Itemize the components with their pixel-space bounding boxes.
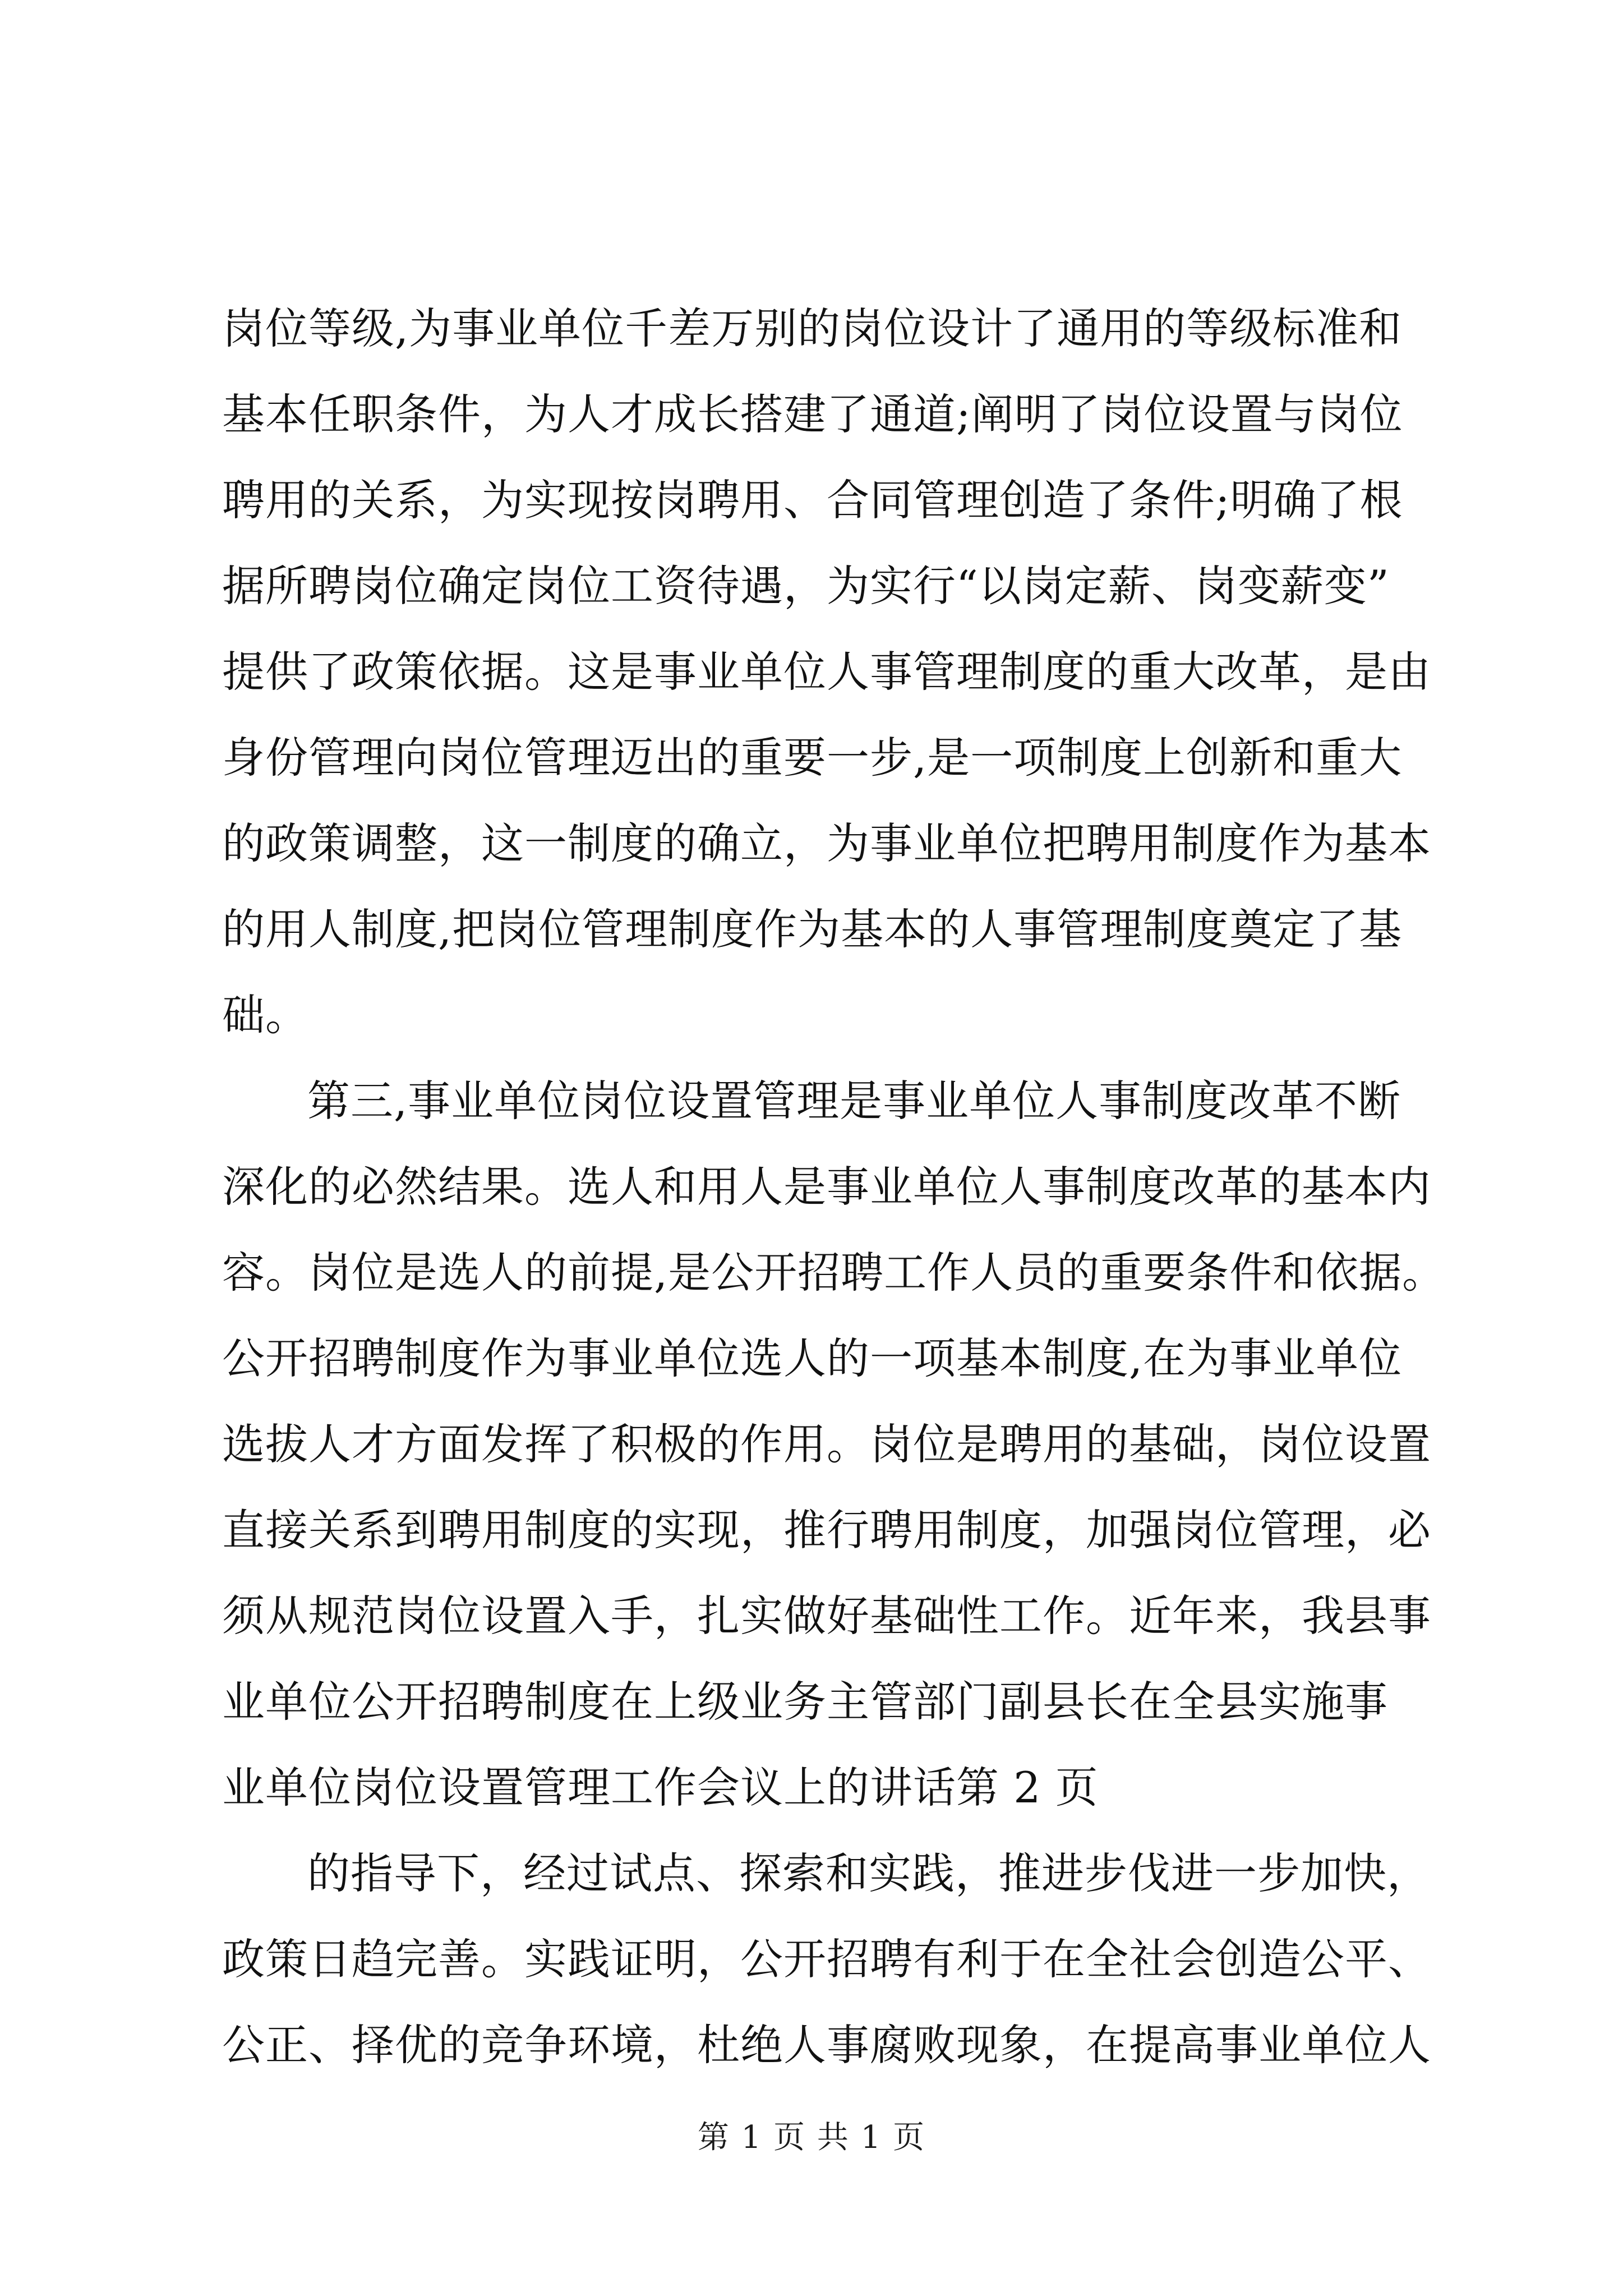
paragraph-2-line-5: 选拔人才方面发挥了积极的作用。岗位是聘用的基础，岗位设置	[222, 1419, 1431, 1469]
paragraph-2-line-7: 须从规范岗位设置入手，扎实做好基础性工作。近年来，我县事	[222, 1591, 1431, 1641]
paragraph-1-line-4: 据所聘岗位确定岗位工资待遇，为实行“以岗定薪、岗变薪变”	[222, 561, 1390, 611]
paragraph-1-line-1: 岗位等级,为事业单位千差万别的岗位设计了通用的等级标准和	[222, 303, 1403, 353]
page-footer	[0, 2115, 1623, 2160]
paragraph-2-line-6: 直接关系到聘用制度的实现，推行聘用制度，加强岗位管理，必	[222, 1505, 1431, 1555]
paragraph-2-line-3: 容。岗位是选人的前提,是公开招聘工作人员的重要条件和依据。	[222, 1248, 1446, 1297]
paragraph-1-line-8: 的用人制度,把岗位管理制度作为基本的人事管理制度奠定了基	[222, 904, 1403, 954]
paragraph-3-line-1: 的指导下，经过试点、探索和实践，推进步伐进一步加快，	[307, 1848, 1430, 1898]
paragraph-1-line-9: 础。	[222, 990, 308, 1040]
paragraph-2-line-4: 公开招聘制度作为事业单位选人的一项基本制度,在为事业单位	[222, 1333, 1403, 1383]
paragraph-2-line-9: 业单位岗位设置管理工作会议上的讲话第 2 页	[222, 1763, 1099, 1812]
paragraph-1-line-2: 基本任职条件，为人才成长搭建了通道;阐明了岗位设置与岗位	[222, 389, 1403, 439]
page-number-label: 第 1 页 共 1 页	[697, 2119, 926, 2156]
paragraph-3-line-2: 政策日趋完善。实践证明，公开招聘有利于在全社会创造公平、	[222, 1934, 1431, 1984]
paragraph-2-line-2: 深化的必然结果。选人和用人是事业单位人事制度改革的基本内	[222, 1162, 1431, 1212]
document-body	[222, 297, 1446, 2100]
paragraph-2-line-1: 第三,事业单位岗位设置管理是事业单位人事制度改革不断	[307, 1076, 1401, 1126]
paragraph-2-line-8: 业单位公开招聘制度在上级业务主管部门副县长在全县实施事	[222, 1677, 1388, 1727]
paragraph-1-line-3: 聘用的关系，为实现按岗聘用、合同管理创造了条件;明确了根	[222, 475, 1403, 525]
paragraph-1-line-5: 提供了政策依据。这是事业单位人事管理制度的重大改革，是由	[222, 647, 1431, 697]
paragraph-3-line-3: 公正、择优的竞争环境，杜绝人事腐败现象，在提高事业单位人	[222, 2020, 1431, 2070]
paragraph-1-line-6: 身份管理向岗位管理迈出的重要一步,是一项制度上创新和重大	[222, 733, 1403, 783]
paragraph-1-line-7: 的政策调整，这一制度的确立，为事业单位把聘用制度作为基本	[222, 818, 1431, 868]
